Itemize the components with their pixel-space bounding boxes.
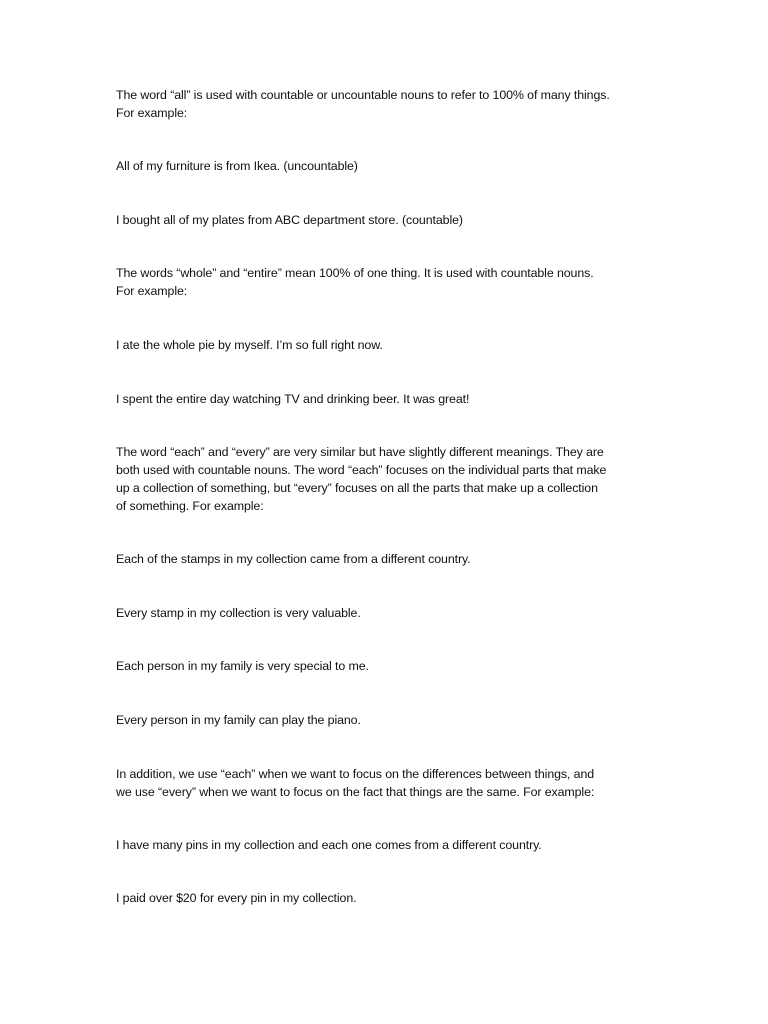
text-line: Every person in my family can play the piano.	[116, 713, 361, 727]
paragraph-each-every-definition	[116, 443, 676, 515]
example-sentence	[116, 211, 676, 229]
text-line: For example:	[116, 284, 188, 298]
text-line: I paid over $20 for every pin in my collection.	[116, 891, 357, 905]
text-line: up a collection of something, but “every” focuses on all the parts that make up a collection	[116, 481, 598, 495]
example-sentence	[116, 657, 676, 675]
text-line: I spent the entire day watching TV and drinking beer. It was great!	[116, 392, 470, 406]
text-line: Every stamp in my collection is very valuable.	[116, 606, 361, 620]
example-sentence	[116, 157, 676, 175]
paragraph-whole-entire-definition	[116, 264, 676, 300]
text-line: Each person in my family is very special to me.	[116, 659, 369, 673]
text-line: I bought all of my plates from ABC department store. (countable)	[116, 213, 463, 227]
text-line: For example:	[116, 106, 188, 120]
example-sentence	[116, 550, 676, 568]
text-line: The word “all” is used with countable or uncountable nouns to refer to 100% of many things.	[116, 88, 610, 102]
paragraph-all-definition	[116, 86, 676, 122]
text-line: I have many pins in my collection and each one comes from a different country.	[116, 838, 542, 852]
example-sentence	[116, 390, 676, 408]
text-line: Each of the stamps in my collection came from a different country.	[116, 552, 471, 566]
text-line: In addition, we use “each” when we want to focus on the differences between things, and	[116, 767, 595, 781]
text-line: The word “each” and “every” are very similar but have slightly different meanings. They are	[116, 445, 604, 459]
example-sentence	[116, 836, 676, 854]
text-line: of something. For example:	[116, 499, 264, 513]
example-sentence	[116, 336, 676, 354]
example-sentence	[116, 889, 676, 907]
paragraph-each-every-usage	[116, 765, 676, 801]
example-sentence	[116, 604, 676, 622]
text-line: The words “whole” and “entire” mean 100% of one thing. It is used with countable nouns.	[116, 266, 594, 280]
text-line: both used with countable nouns. The word “each” focuses on the individual parts that make	[116, 463, 607, 477]
example-sentence	[116, 711, 676, 729]
text-line: we use “every” when we want to focus on the fact that things are the same. For example:	[116, 785, 595, 799]
text-line: I ate the whole pie by myself. I’m so full right now.	[116, 338, 383, 352]
text-line: All of my furniture is from Ikea. (uncountable)	[116, 159, 358, 173]
